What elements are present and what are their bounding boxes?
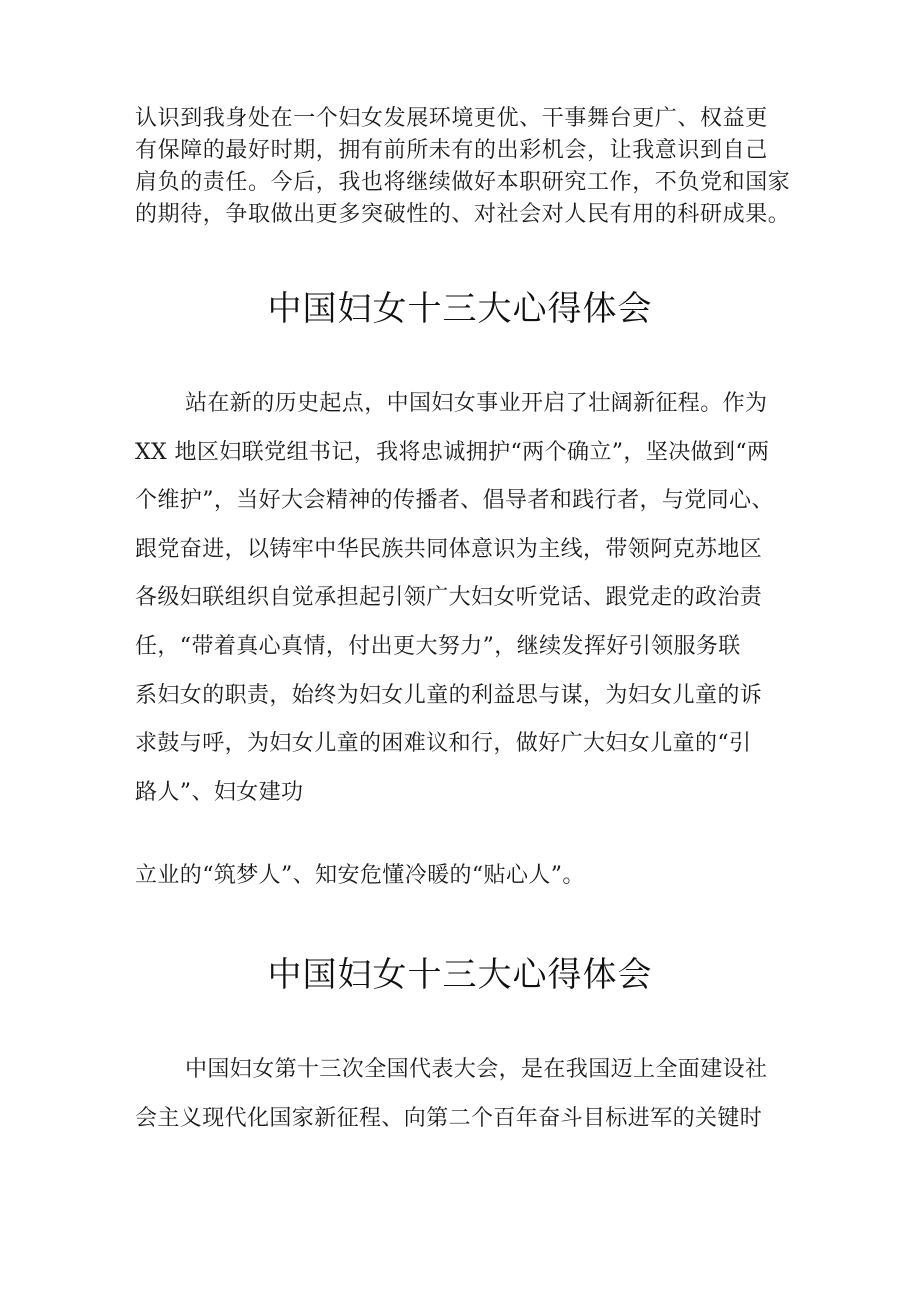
text-line: 的期待，争取做出更多突破性的、对社会对人民有用的科研成果。 [135,202,791,227]
section-2-paragraph [135,1046,800,1143]
text-line: 各级妇联组织自觉承担起引领广大妇女听党话、跟党走的政治责 [135,585,763,611]
text-line: 有保障的最好时期，拥有前所未有的出彩机会，让我意识到自己 [135,138,768,163]
text-line: 认识到我身处在一个妇女发展环境更优、干事舞台更广、权益更 [135,106,768,131]
text-line: 肩负的责任。今后，我也将继续做好本职研究工作，不负党和国家 [135,170,791,195]
text-line: 任，“带着真心真情，付出更大努力”，继续发挥好引领服务联 [135,633,741,659]
text-line: 中国妇女第十三次全国代表大会，是在我国迈上全面建设社 [185,1057,768,1082]
intro-paragraph [135,103,800,231]
text-line: 系妇女的职责，始终为妇女儿童的利益思与谋，为妇女儿童的诉 [135,682,763,708]
text-line: 会主义现代化国家新征程、向第二个百年奋斗目标进军的关键时 [135,1105,763,1131]
text-line: 求鼓与呼，为妇女儿童的困难议和行，做好广大妇女儿童的“引 [135,731,752,757]
section-2-heading: 中国妇女十三大心得体会 [267,955,653,995]
section-1-paragraph [135,380,800,817]
section-1-tail-line: 立业的“筑梦人”、知安危懂冷暖的“贴心人”。 [135,863,585,888]
text-line: XX 地区妇联党组书记，我将忠诚拥护“两个确立”，坚决做到“两 [135,439,770,465]
text-line: 个维护”，当好大会精神的传播者、倡导者和践行者，与党同心、 [135,488,774,514]
text-line: 站在新的历史起点，中国妇女事业开启了壮阔新征程。作为 [185,391,768,416]
text-line: 跟党奋进，以铸牢中华民族共同体意识为主线，带领阿克苏地区 [135,536,763,562]
text-line: 路人”、妇女建功 [135,779,304,805]
section-1-heading: 中国妇女十三大心得体会 [267,289,653,329]
